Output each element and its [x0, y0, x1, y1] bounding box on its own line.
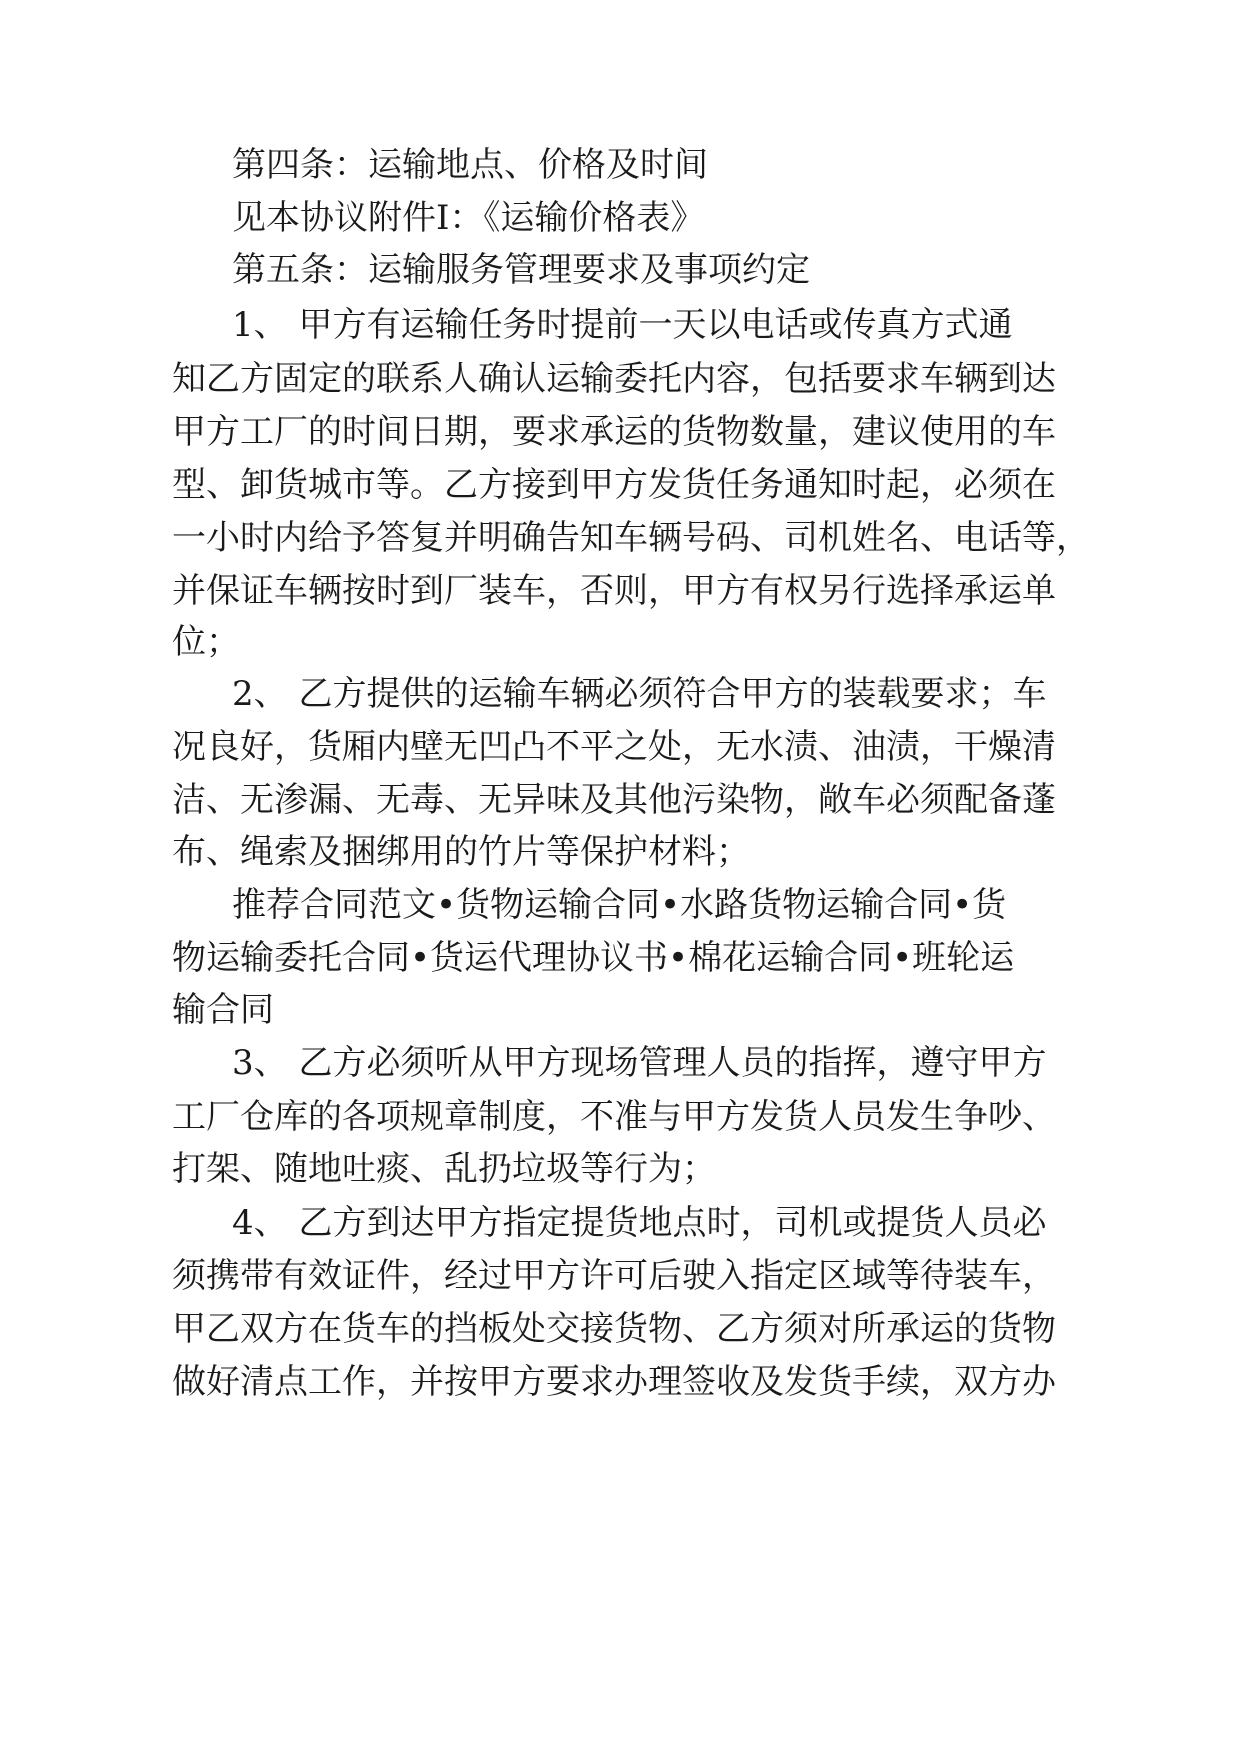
recommended-contracts-line: 推荐合同范文•货物运输合同•水路货物运输合同•货	[232, 885, 1007, 925]
clause-2-line: 洁、无渗漏、无毒、无异味及其他污染物，敞车必须配备蓬	[172, 780, 1056, 820]
recommended-contracts-line: 输合同	[172, 990, 274, 1030]
attachment-reference: 见本协议附件I：《运输价格表》	[232, 198, 705, 238]
clause-1-line: 知乙方固定的联系人确认运输委托内容，包括要求车辆到达	[172, 359, 1056, 399]
clause-1-line: 型、卸货城市等。乙方接到甲方发货任务通知时起，必须在	[172, 465, 1056, 505]
clause-3-line: 3、 乙方必须听从甲方现场管理人员的指挥，遵守甲方	[232, 1043, 1047, 1083]
clause-2-line: 况良好，货厢内壁无凹凸不平之处，无水渍、油渍，干燥清	[172, 727, 1056, 767]
article-5-heading: 第五条：运输服务管理要求及事项约定	[232, 250, 810, 290]
clause-1-line: 甲方工厂的时间日期，要求承运的货物数量，建议使用的车	[172, 412, 1056, 452]
clause-2-line: 2、 乙方提供的运输车辆必须符合甲方的装载要求；车	[232, 674, 1047, 714]
clause-4-line: 甲乙双方在货车的挡板处交接货物、乙方须对所承运的货物	[172, 1309, 1056, 1349]
clause-1-line: 一小时内给予答复并明确告知车辆号码、司机姓名、电话等，	[172, 518, 1090, 558]
clause-3-line: 打架、随地吐痰、乱扔垃圾等行为；	[172, 1149, 716, 1189]
clause-4-line: 须携带有效证件，经过甲方许可后驶入指定区域等待装车，	[172, 1256, 1056, 1296]
clause-1-line: 并保证车辆按时到厂装车，否则，甲方有权另行选择承运单	[172, 571, 1056, 611]
article-4-heading: 第四条：运输地点、价格及时间	[232, 145, 708, 185]
clause-1-line: 1、 甲方有运输任务时提前一天以电话或传真方式通	[232, 305, 1013, 345]
clause-4-line: 做好清点工作，并按甲方要求办理签收及发货手续，双方办	[172, 1362, 1056, 1402]
clause-2-line: 布、绳索及捆绑用的竹片等保护材料；	[172, 832, 750, 872]
clause-3-line: 工厂仓库的各项规章制度，不准与甲方发货人员发生争吵、	[172, 1097, 1056, 1137]
clause-4-line: 4、 乙方到达甲方指定提货地点时，司机或提货人员必	[232, 1203, 1047, 1243]
clause-1-line: 位；	[172, 622, 240, 662]
recommended-contracts-line: 物运输委托合同•货运代理协议书•棉花运输合同•班轮运	[172, 938, 1015, 978]
